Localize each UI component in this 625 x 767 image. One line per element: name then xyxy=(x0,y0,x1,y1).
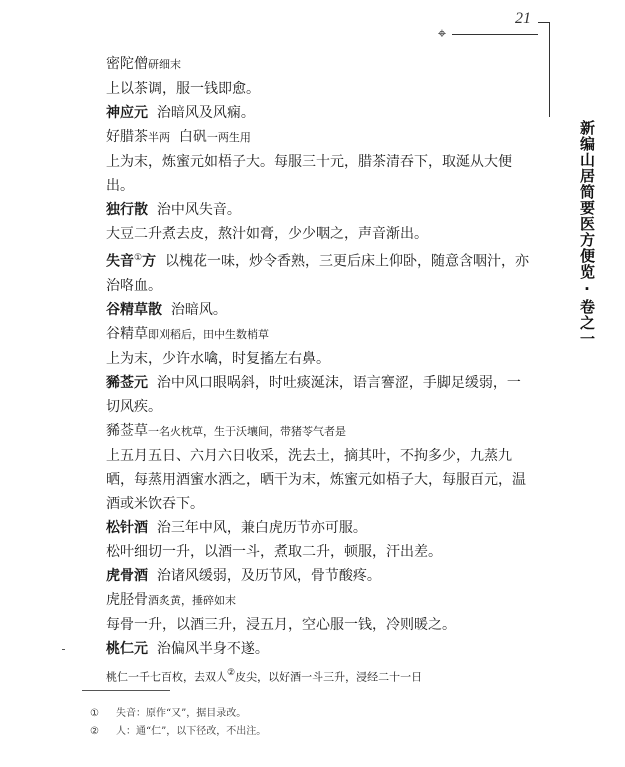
recipe-name: 桃仁元 xyxy=(106,640,148,657)
method-line: 大豆二升煮去皮，熬汁如膏，少少咽之，声音渐出。 xyxy=(106,226,428,242)
ingredient-line: 豨莶草一名火枕草，生于沃壤间，带猪苓气者是 xyxy=(106,422,346,439)
page-body xyxy=(82,52,534,689)
margin-mark xyxy=(62,649,65,650)
ingredient-line: 虎胫骨酒炙黄，捶碎如末 xyxy=(106,591,236,608)
footnote-ref: ② xyxy=(227,667,236,678)
recipe-heading: 神应元 治暗风及风痫。 xyxy=(106,105,255,121)
recipe-heading: 失音①方 以槐花一味，炒令香熟，三更后床上仰卧，随意含咽汁，亦治咯血。 xyxy=(106,253,529,294)
recipe-name: 神应元 xyxy=(106,105,148,121)
recipe-name: 失音 xyxy=(106,253,134,270)
ingredient-line: 桃仁一千七百枚，去双人②皮尖，以好酒一斗三升，浸经二十一日 xyxy=(106,667,423,684)
recipe-heading: 松针酒 治三年中风，兼白虎历节亦可服。 xyxy=(106,519,367,536)
recipe-name: 谷精草散 xyxy=(106,301,162,318)
ingredient-line: 好腊茶半两 白矾一两生用 xyxy=(106,129,251,145)
ingredient-line: 密陀僧研细末 xyxy=(106,56,181,72)
ornament-icon: ⌖ xyxy=(437,24,447,42)
footnotes xyxy=(90,705,530,741)
method-line: 松叶细切一升，以酒一斗，煮取二升，顿服，汗出差。 xyxy=(106,543,442,560)
method-line: 上为末，少许水噙，时复搐左右鼻。 xyxy=(106,350,330,367)
recipe-name: 虎骨酒 xyxy=(106,567,148,584)
recipe-name: 松针酒 xyxy=(106,519,148,536)
recipe-heading: 桃仁元 治偏风半身不遂。 xyxy=(106,640,269,657)
recipe-heading: 谷精草散 治暗风。 xyxy=(106,301,227,318)
ingredient-line: 谷精草即刈稻后，田中生数梢草 xyxy=(106,325,269,342)
running-title: 新编山居简要医方便览·卷之一 xyxy=(578,120,596,347)
recipe-heading: 豨莶元 治中风口眼㖞斜，时吐痰涎沫，语言謇涩，手脚足缓弱，一切风疾。 xyxy=(106,374,521,415)
method-line: 每骨一升，以酒三升，浸五月，空心服一钱，冷则暖之。 xyxy=(106,616,456,633)
method-line: 上以茶调，服一钱即愈。 xyxy=(106,81,260,97)
page-header xyxy=(0,0,625,60)
method-line: 上为末，炼蜜元如梧子大。每服三十元，腊茶清吞下，取涎从大便出。 xyxy=(106,154,512,194)
side-rule xyxy=(549,22,550,117)
footnote-ref: ① xyxy=(134,253,143,263)
footnote: ② 人：通“仁”，以下径改，不出注。 xyxy=(90,726,267,737)
page-number: 21 xyxy=(515,10,531,27)
footnote: ① 失音：原作“又”，据目录改。 xyxy=(90,708,247,719)
footnote-rule xyxy=(82,690,170,691)
recipe-name: 独行散 xyxy=(106,202,148,218)
header-rule xyxy=(452,34,538,35)
method-line: 上五月五日、六月六日收采，洗去土，摘其叶，不拘多少，九蒸九晒，每蒸用酒蜜水洒之，晒干为末，炼蜜元如梧子大，每服百元，温酒或米饮吞下。 xyxy=(106,447,526,512)
recipe-heading: 独行散 治中风失音。 xyxy=(106,202,241,218)
recipe-heading: 虎骨酒 治诸风缓弱，及历节风，骨节酸疼。 xyxy=(106,567,381,584)
recipe-name: 豨莶元 xyxy=(106,374,148,391)
